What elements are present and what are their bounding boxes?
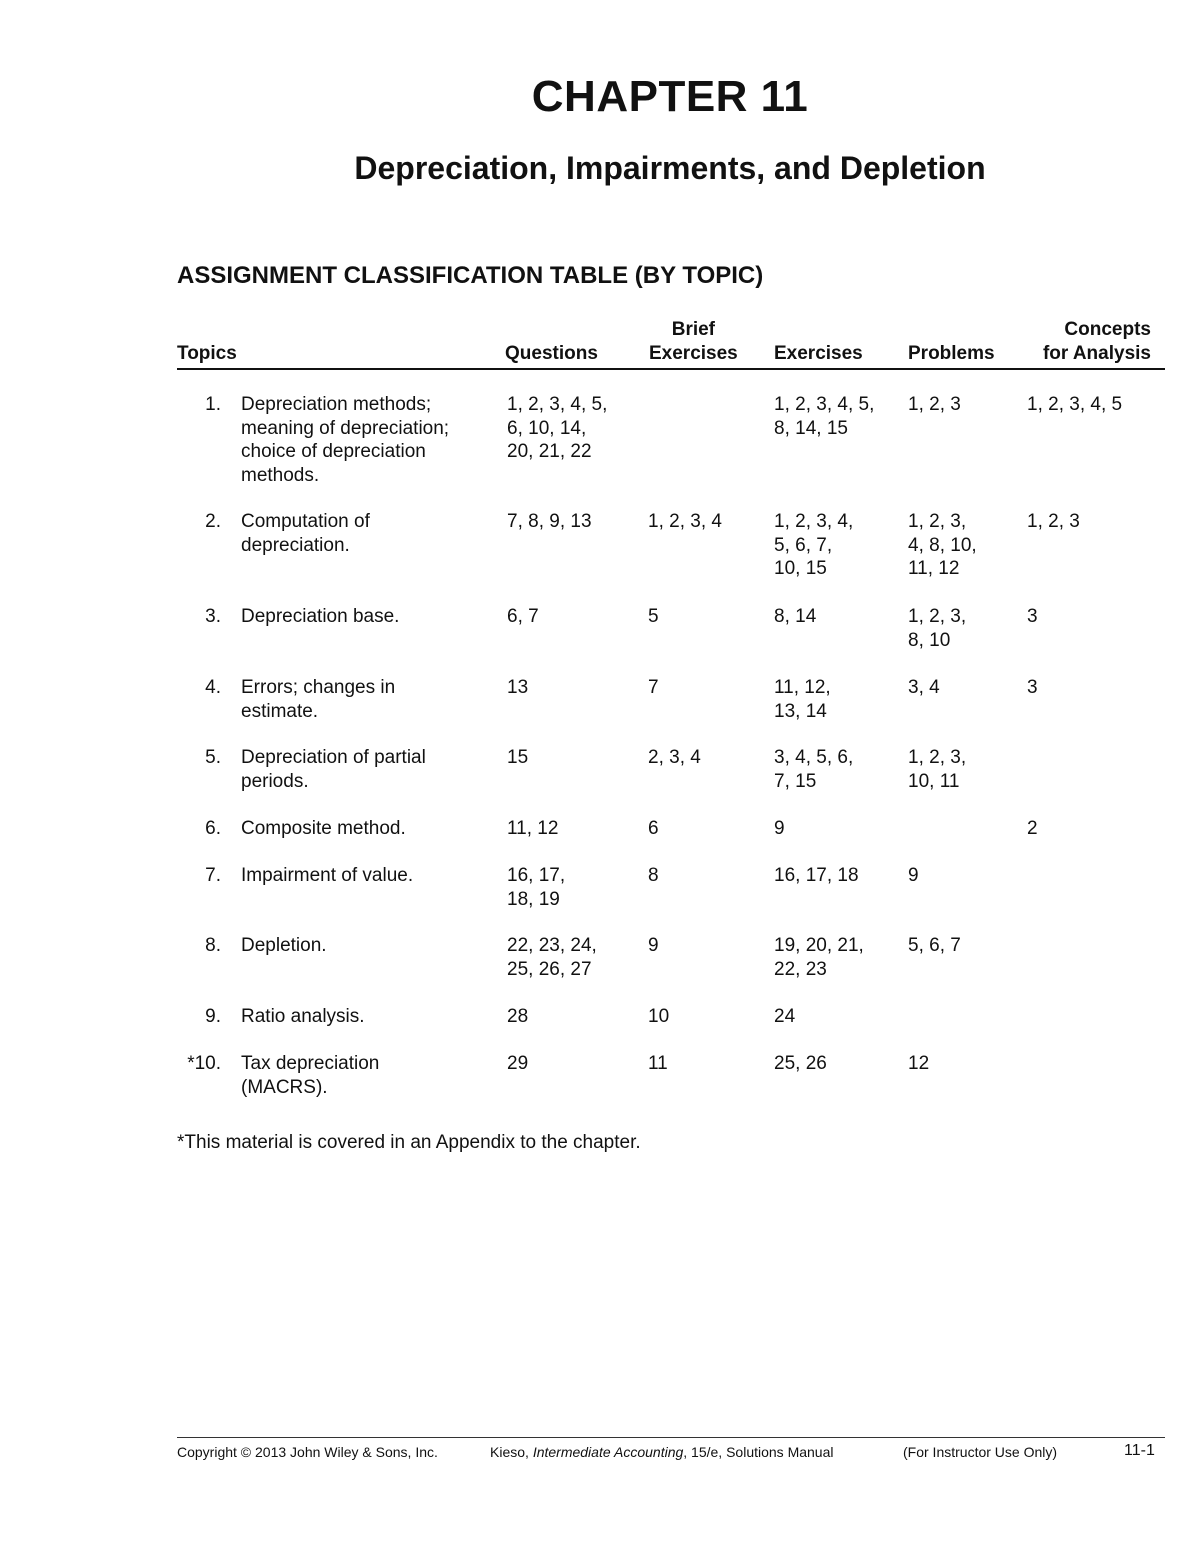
row-questions: 15	[507, 747, 529, 768]
row-brief-exercises: 5	[648, 606, 659, 627]
row-exercises: 11, 12, 13, 14	[774, 677, 831, 722]
table-header	[177, 318, 1165, 370]
row-topic: Depreciation base.	[241, 606, 400, 627]
row-exercises: 9	[774, 818, 785, 839]
row-exercises: 16, 17, 18	[774, 865, 859, 886]
row-concepts: 3	[1027, 606, 1038, 627]
table-row	[177, 817, 1165, 864]
row-topic: Impairment of value.	[241, 865, 414, 886]
footer-usage-note: (For Instructor Use Only)	[903, 1444, 1058, 1460]
row-concepts: 1, 2, 3, 4, 5	[1027, 394, 1123, 415]
row-brief-exercises: 9	[648, 935, 659, 956]
footer-author: Kieso,	[490, 1444, 533, 1460]
table-row	[177, 864, 1165, 934]
row-concepts: 3	[1027, 677, 1038, 698]
header-problems: Problems	[908, 343, 995, 364]
row-topic: Tax depreciation (MACRS).	[241, 1053, 380, 1098]
row-brief-exercises: 7	[648, 677, 659, 698]
header-concepts-line2: for Analysis	[1042, 343, 1151, 364]
header-concepts-line1: Concepts	[1064, 319, 1151, 340]
row-problems: 1, 2, 3, 4, 8, 10, 11, 12	[908, 511, 977, 579]
table-row	[177, 934, 1165, 1005]
row-number: 5.	[205, 747, 221, 768]
row-topic: Ratio analysis.	[241, 1006, 365, 1027]
row-topic: Composite method.	[241, 818, 406, 839]
row-problems: 9	[908, 865, 919, 886]
row-questions: 13	[507, 677, 529, 698]
row-brief-exercises: 10	[648, 1006, 670, 1027]
row-problems: 5, 6, 7	[908, 935, 961, 956]
footnote: *This material is covered in an Appendix to the chapter.	[177, 1132, 641, 1153]
row-brief-exercises: 2, 3, 4	[648, 747, 701, 768]
row-brief-exercises: 8	[648, 865, 659, 886]
header-exercises: Exercises	[774, 343, 863, 364]
chapter-heading: CHAPTER 11	[531, 72, 809, 121]
row-topic: Errors; changes in estimate.	[241, 677, 396, 722]
row-exercises: 1, 2, 3, 4, 5, 6, 7, 10, 15	[774, 511, 854, 579]
header-concepts	[1027, 318, 1151, 366]
row-number: 2.	[205, 511, 221, 532]
row-brief-exercises: 6	[648, 818, 659, 839]
row-number: 6.	[205, 818, 221, 839]
footer-book-reference	[490, 1444, 834, 1460]
row-exercises: 8, 14	[774, 606, 817, 627]
row-number: 3.	[205, 606, 221, 627]
row-questions: 6, 7	[507, 606, 539, 627]
row-problems: 12	[908, 1053, 930, 1074]
table-row	[177, 676, 1165, 746]
row-topic: Computation of depreciation.	[241, 511, 370, 556]
row-brief-exercises: 11	[648, 1053, 668, 1074]
table-row	[177, 605, 1165, 676]
row-exercises: 3, 4, 5, 6, 7, 15	[774, 747, 854, 792]
row-questions: 28	[507, 1006, 529, 1027]
chapter-subtitle: Depreciation, Impairments, and Depletion	[354, 150, 986, 186]
footer-divider	[177, 1437, 1165, 1438]
header-brief-line1: Brief	[671, 319, 716, 340]
row-problems: 1, 2, 3	[908, 394, 961, 415]
table-row	[177, 510, 1165, 605]
page-number: 11-1	[1124, 1442, 1155, 1459]
row-questions: 11, 12	[507, 818, 559, 839]
header-questions: Questions	[505, 343, 598, 364]
row-topic: Depreciation methods; meaning of depreciation; choice of depreciation methods.	[241, 394, 450, 486]
footer-copyright: Copyright © 2013 John Wiley & Sons, Inc.	[177, 1444, 438, 1460]
row-exercises: 24	[774, 1006, 796, 1027]
row-number: 7.	[205, 865, 221, 886]
row-number: 8.	[205, 935, 221, 956]
section-title: ASSIGNMENT CLASSIFICATION TABLE (BY TOPIC)	[177, 262, 764, 289]
table-row	[177, 746, 1165, 817]
row-questions: 16, 17, 18, 19	[507, 865, 566, 910]
header-brief-exercises	[649, 318, 738, 366]
row-exercises: 1, 2, 3, 4, 5, 8, 14, 15	[774, 394, 875, 439]
classification-table	[177, 318, 1165, 1099]
row-exercises: 19, 20, 21, 22, 23	[774, 935, 864, 980]
row-number: 1.	[205, 394, 221, 415]
row-problems: 3, 4	[908, 677, 940, 698]
row-exercises: 25, 26	[774, 1053, 827, 1074]
table-row	[177, 393, 1165, 510]
footer-edition: , 15/e, Solutions Manual	[683, 1444, 834, 1460]
row-problems: 1, 2, 3, 8, 10	[908, 606, 967, 651]
row-number: 9.	[205, 1006, 221, 1027]
row-questions: 22, 23, 24, 25, 26, 27	[507, 935, 597, 980]
table-body	[177, 393, 1165, 1099]
row-questions: 29	[507, 1053, 529, 1074]
header-brief-line2: Exercises	[649, 343, 738, 364]
row-questions: 7, 8, 9, 13	[507, 511, 592, 532]
row-concepts: 1, 2, 3	[1027, 511, 1080, 532]
row-brief-exercises: 1, 2, 3, 4	[648, 511, 722, 532]
row-concepts: 2	[1027, 818, 1038, 839]
row-number: *10.	[187, 1053, 221, 1074]
row-topic: Depreciation of partial periods.	[241, 747, 426, 792]
footer-book-title: Intermediate Accounting	[532, 1444, 684, 1460]
row-topic: Depletion.	[241, 935, 327, 956]
row-problems: 1, 2, 3, 10, 11	[908, 747, 967, 792]
header-topics: Topics	[177, 343, 237, 364]
table-row	[177, 1052, 1165, 1099]
row-questions: 1, 2, 3, 4, 5, 6, 10, 14, 20, 21, 22	[507, 394, 608, 462]
table-row	[177, 1005, 1165, 1052]
row-number: 4.	[205, 677, 221, 698]
